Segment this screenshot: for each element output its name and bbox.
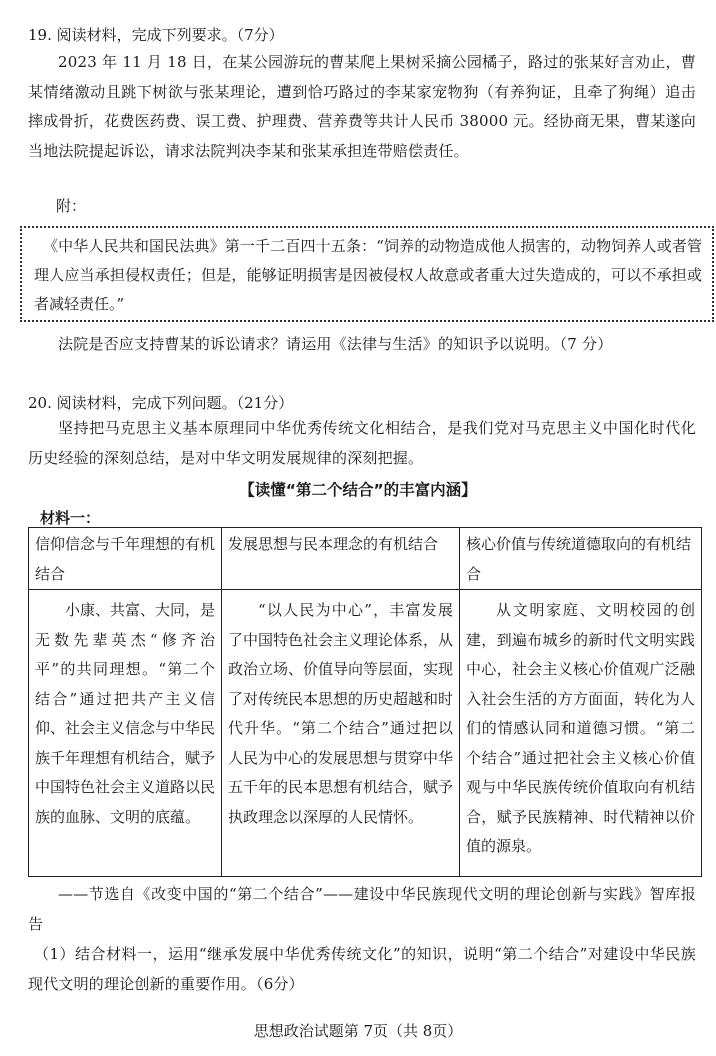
q20-intro: 坚持把马克思主义基本原理同中华优秀传统文化相结合，是我们党对马克思主义中国化时代化历史经验的深刻总结，是对中华文明发展规律的深刻把握。 (28, 419, 696, 467)
q19-material: 2023 年 11 月 18 日，在某公园游玩的曹某爬上果树采摘公园橘子，路过的张某好言劝止，曹某情绪激动且跳下树欲与张某理论，遭到恰巧路过的李某家宠物狗（有养狗证，且牵了狗绳）追击摔成骨折，花费医药费、误工费、护理费、营养费等共计人民币 38000 元。经协商无果，曹某遂向当地法院提起诉讼，请求法院判决李某和张某承担连带赔偿责任。 (28, 53, 696, 160)
q20-header: 20. 阅读材料，完成下列问题。（21分） (28, 394, 294, 412)
material-one-label: 材料一： (40, 509, 101, 527)
material-table-body-row (29, 590, 702, 877)
table-cell-text: 小康、共富、大同，是无数先辈英杰“修齐治平”的共同理想。“第二个结合”通过把共产主义信仰、社会主义信念与中华民族千年理想有机结合，赋予中国特色社会主义道路以民族的血脉、文明的底蕴。 (35, 601, 216, 826)
page-footer: 思想政治试题第 7页（共 8页） (253, 1022, 463, 1040)
table-cell-text: 从文明家庭、文明校园的创建，到遍布城乡的新时代文明实践中心，社会主义核心价值观广泛融入社会生活的方方面面，转化为人们的情感认同和道德习惯。“第二个结合”通过把社会主义核心价值观与中华民族传统价值取向有机结合，赋予民族精神、时代精神以价值的源泉。 (466, 601, 695, 855)
table-header-cell: 核心价值与传统道德取向的有机结合 (460, 528, 702, 590)
attachment-label: 附： (56, 197, 87, 215)
law-excerpt-box (20, 226, 714, 322)
material-source: ——节选自《改变中国的“第二个结合”——建设中华民族现代文明的理论创新与实践》智库报告 (28, 885, 696, 933)
material-table (28, 527, 702, 877)
q20-sub-question-1: （1）结合材料一，运用“继承发展中华优秀传统文化”的知识，说明“第二个结合”对建设中华民族现代文明的理论创新的重要作用。（6分） (28, 945, 696, 993)
q19-question: 法院是否应支持曹某的诉讼请求？请运用《法律与生活》的知识予以说明。（7 分） (58, 335, 613, 353)
section-title: 【读懂“第二个结合”的丰富内涵】 (239, 481, 477, 499)
law-excerpt-text: 《中华人民共和国民法典》第一千二百四十五条：“饲养的动物造成他人损害的，动物饲养人或者管理人应当承担侵权责任；但是，能够证明损害是因被侵权人故意或者重大过失造成的，可以不承担或者减轻责任。” (34, 237, 702, 313)
table-body-cell (29, 590, 222, 877)
q19-header: 19. 阅读材料，完成下列要求。（7分） (28, 26, 284, 44)
table-header-cell: 信仰信念与千年理想的有机结合 (29, 528, 222, 590)
material-table-header-row (29, 528, 702, 590)
table-cell-text: “以人民为中心”，丰富发展了中国特色社会主义理论体系，从政治立场、价值导向等层面，实现了对传统民本思想的历史超越和时代升华。“第二个结合”通过把以人民为中心的发展思想与贯穿中华五千年的民本思想有机结合，赋予执政理念以深厚的人民情怀。 (228, 601, 454, 826)
table-header-cell: 发展思想与民本理念的有机结合 (222, 528, 460, 590)
table-body-cell (460, 590, 702, 877)
table-body-cell (222, 590, 460, 877)
